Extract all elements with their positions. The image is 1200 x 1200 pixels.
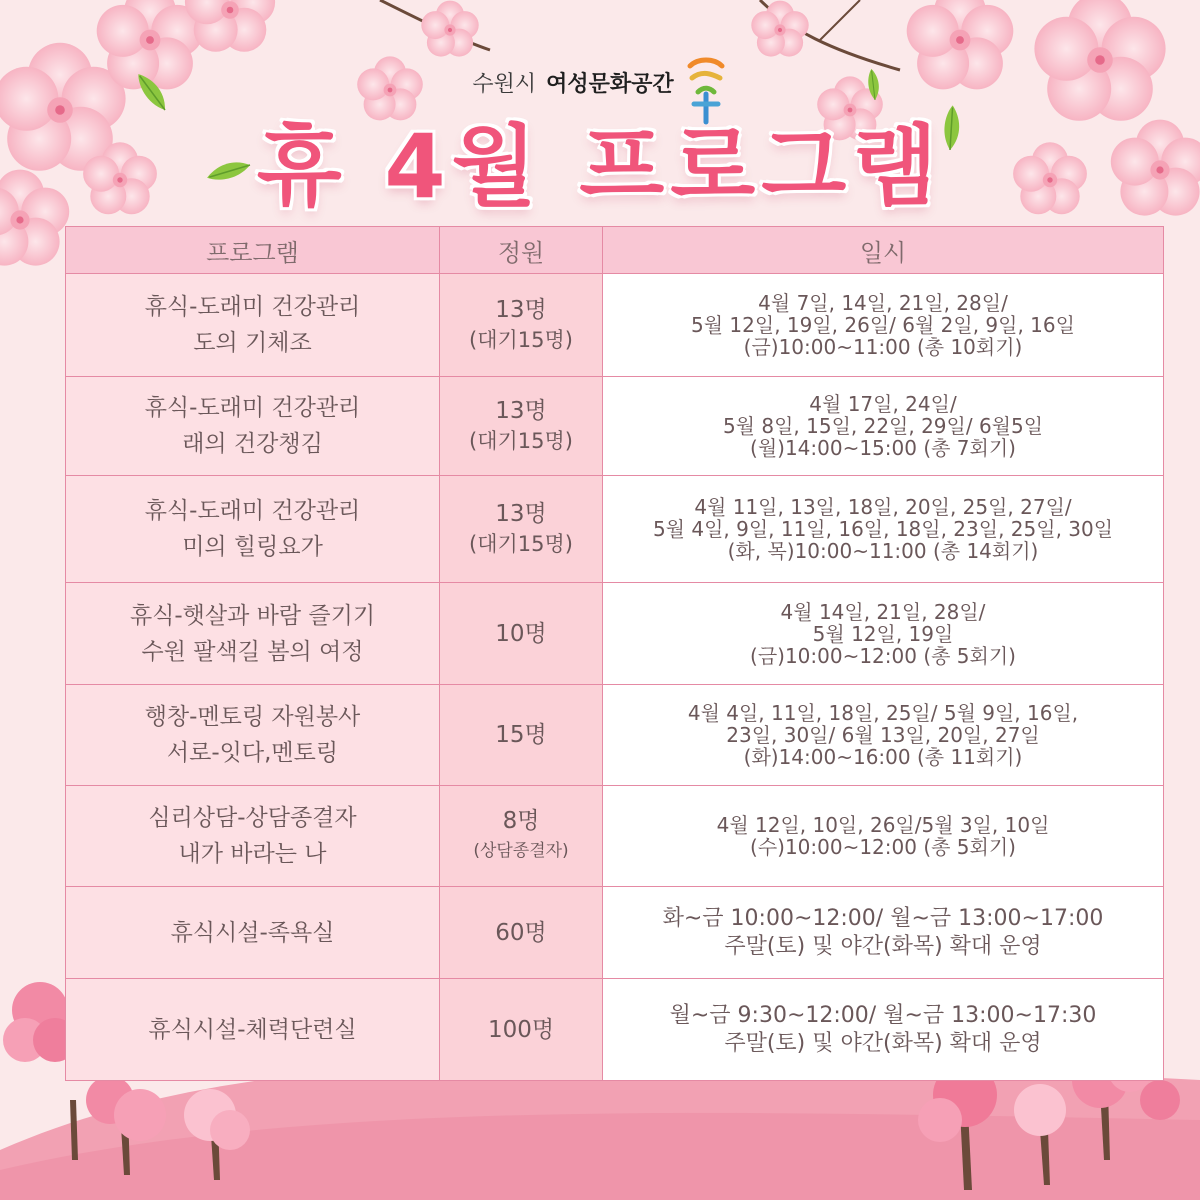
schedule-cell	[603, 685, 1164, 786]
table-row	[66, 786, 1164, 887]
program-name: 휴식-햇살과 바람 즐기기	[129, 602, 376, 629]
program-name: 휴식-도래미 건강관리	[144, 395, 361, 421]
schedule-line: 화~금 10:00~12:00/ 월~금 13:00~17:00	[662, 905, 1104, 931]
column-header-program: 프로그램	[66, 227, 440, 274]
capacity-cell	[440, 377, 603, 476]
program-subname: 내가 바라는 나	[178, 841, 327, 867]
program-subname: 미의 힐링요가	[182, 534, 323, 560]
table-row	[66, 887, 1164, 979]
schedule-line: 4월 12일, 10일, 26일/5월 3일, 10일	[716, 813, 1050, 837]
capacity-value: 100명	[487, 1016, 555, 1043]
capacity-cell	[440, 979, 603, 1081]
column-header-schedule: 일시	[603, 227, 1164, 274]
page-title: 휴 4월 프로그램	[256, 115, 944, 218]
schedule-line: 5월 12일, 19일	[812, 621, 954, 646]
table-row	[66, 583, 1164, 685]
capacity-value: 13명	[495, 398, 547, 424]
schedule-cell	[603, 274, 1164, 377]
organization-header	[0, 60, 1200, 104]
schedule-cell	[603, 476, 1164, 583]
schedule-line: 월~금 9:30~12:00/ 월~금 13:00~17:30	[669, 1002, 1097, 1028]
capacity-value: 60명	[495, 919, 547, 946]
schedule-line: 주말(토) 및 야간(화목) 확대 운영	[724, 1030, 1042, 1056]
schedule-cell	[603, 887, 1164, 979]
table-row	[66, 685, 1164, 786]
table-row	[66, 476, 1164, 583]
schedule-cell	[603, 583, 1164, 685]
capacity-cell	[440, 583, 603, 685]
schedule-line: (금)10:00~11:00 (총 10회기)	[743, 335, 1023, 359]
table-row	[66, 274, 1164, 377]
capacity-value: 15명	[495, 722, 547, 748]
org-city: 수원시	[472, 71, 537, 97]
capacity-value: 10명	[495, 620, 547, 647]
schedule-cell	[603, 786, 1164, 887]
capacity-value: 13명	[495, 501, 547, 527]
program-name-cell	[66, 887, 440, 979]
schedule-line: 5월 4일, 9일, 11일, 16일, 18일, 23일, 25일, 30일	[652, 517, 1114, 541]
program-table	[65, 226, 1164, 1081]
capacity-cell	[440, 786, 603, 887]
program-name-cell	[66, 583, 440, 685]
program-name: 휴식시설-족욕실	[170, 919, 335, 946]
schedule-line: 5월 12일, 19일, 26일/ 6월 2일, 9일, 16일	[691, 313, 1075, 337]
program-subname: 래의 건강챙김	[182, 431, 323, 457]
program-name: 휴식시설-체력단련실	[148, 1016, 357, 1043]
program-name: 휴식-도래미 건강관리	[144, 294, 361, 320]
org-name: 여성문화공간	[546, 71, 674, 97]
capacity-note: (대기15명)	[469, 328, 573, 352]
program-name-cell	[66, 685, 440, 786]
schedule-cell	[603, 377, 1164, 476]
schedule-line: 주말(토) 및 야간(화목) 확대 운영	[724, 933, 1042, 959]
capacity-cell	[440, 274, 603, 377]
schedule-line: 4월 11일, 13일, 18일, 20일, 25일, 27일/	[694, 495, 1072, 519]
capacity-value: 13명	[495, 297, 547, 323]
capacity-note: (대기15명)	[469, 429, 573, 453]
capacity-cell	[440, 476, 603, 583]
program-name-cell	[66, 476, 440, 583]
schedule-line: (월)14:00~15:00 (총 7회기)	[750, 436, 1016, 460]
schedule-line: 5월 8일, 15일, 22일, 29일/ 6월5일	[722, 414, 1044, 438]
table-row	[66, 979, 1164, 1081]
table-header-row	[66, 227, 1164, 274]
capacity-note: (대기15명)	[469, 532, 573, 556]
capacity-cell	[440, 887, 603, 979]
column-header-capacity: 정원	[440, 227, 603, 274]
schedule-line: (화)14:00~16:00 (총 11회기)	[743, 745, 1023, 769]
program-subname: 서로-잇다,멘토링	[166, 740, 339, 766]
program-name: 휴식-도래미 건강관리	[144, 498, 361, 524]
schedule-line: 4월 17일, 24일/	[809, 392, 957, 416]
program-name: 행창-멘토링 자원봉사	[144, 704, 361, 730]
schedule-line: 4월 4일, 11일, 18일, 25일/ 5월 9일, 16일,	[687, 701, 1079, 725]
schedule-line: 4월 14일, 21일, 28일/	[780, 599, 986, 624]
program-subname: 수원 팔색길 봄의 여정	[141, 638, 364, 665]
table-row	[66, 377, 1164, 476]
program-name-cell	[66, 979, 440, 1081]
schedule-line: (화, 목)10:00~11:00 (총 14회기)	[727, 539, 1039, 563]
capacity-value: 8명	[502, 808, 540, 834]
program-name-cell	[66, 274, 440, 377]
schedule-line: (수)10:00~12:00 (총 5회기)	[750, 835, 1016, 859]
schedule-cell	[603, 979, 1164, 1081]
program-name: 심리상담-상담종결자	[148, 805, 357, 831]
program-name-cell	[66, 786, 440, 887]
schedule-line: 23일, 30일/ 6월 13일, 20일, 27일	[726, 723, 1040, 747]
schedule-line: 4월 7일, 14일, 21일, 28일/	[758, 291, 1008, 315]
schedule-line: (금)10:00~12:00 (총 5회기)	[750, 643, 1016, 668]
capacity-cell	[440, 685, 603, 786]
program-subname: 도의 기체조	[193, 330, 312, 356]
program-name-cell	[66, 377, 440, 476]
capacity-note: (상담종결자)	[473, 841, 569, 861]
